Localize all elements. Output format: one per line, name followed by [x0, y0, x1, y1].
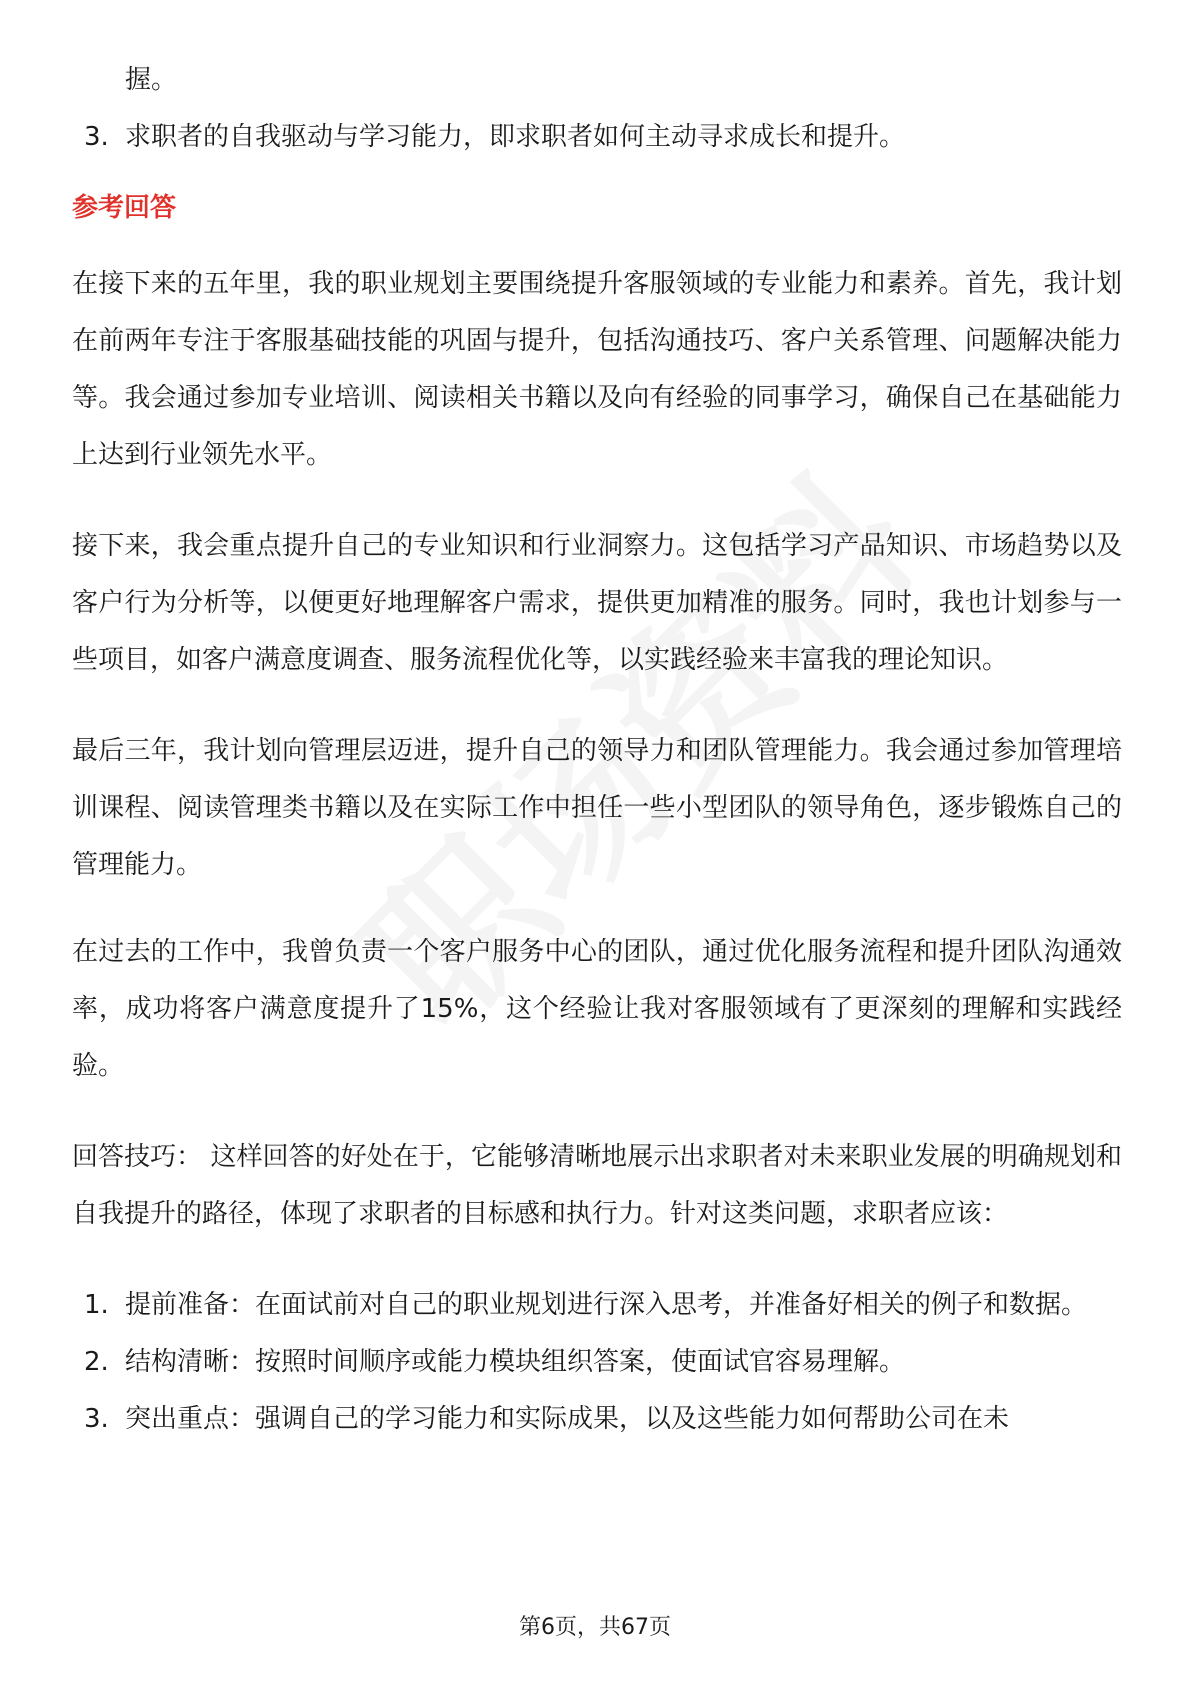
list-number: 2.	[84, 1347, 109, 1377]
list-number: 3.	[84, 122, 109, 152]
paragraph-5: 回答技巧： 这样回答的好处在于，它能够清晰地展示出求职者对未来职业发展的明确规划和自我提升的路径，体现了求职者的目标感和执行力。针对这类问题，求职者应该：	[72, 1142, 1122, 1229]
section-title: 参考回答	[72, 193, 177, 223]
list-text: 突出重点：强调自己的学习能力和实际成果，以及这些能力如何帮助公司在未	[125, 1404, 1010, 1434]
list-item	[72, 109, 1122, 166]
list-number: 3.	[84, 1404, 109, 1434]
list-number: 1.	[84, 1290, 109, 1320]
list-item	[72, 1334, 1122, 1391]
paragraph-2: 接下来，我会重点提升自己的专业知识和行业洞察力。这包括学习产品知识、市场趋势以及客户行为分析等，以便更好地理解客户需求，提供更加精准的服务。同时，我也计划参与一些项目，如客户满意度调查、服务流程优化等，以实践经验来丰富我的理论知识。	[72, 531, 1122, 675]
top-list	[72, 52, 1122, 166]
list-item	[72, 1277, 1122, 1334]
tips-list	[72, 1277, 1122, 1448]
list-text: 握。	[125, 65, 178, 95]
document-page	[72, 52, 1122, 1448]
paragraph-1: 在接下来的五年里，我的职业规划主要围绕提升客服领域的专业能力和素养。首先，我计划在前两年专注于客服基础技能的巩固与提升，包括沟通技巧、客户关系管理、问题解决能力等。我会通过参加专业培训、阅读相关书籍以及向有经验的同事学习，确保自己在基础能力上达到行业领先水平。	[72, 269, 1122, 470]
paragraph-3: 最后三年，我计划向管理层迈进，提升自己的领导力和团队管理能力。我会通过参加管理培训课程、阅读管理类书籍以及在实际工作中担任一些小型团队的领导角色，逐步锻炼自己的管理能力。	[72, 736, 1122, 880]
list-item	[72, 1391, 1122, 1448]
page-footer: 第6页，共67页	[519, 1615, 671, 1640]
paragraph-4: 在过去的工作中，我曾负责一个客户服务中心的团队，通过优化服务流程和提升团队沟通效率，成功将客户满意度提升了15%，这个经验让我对客服领域有了更深刻的理解和实践经验。	[72, 937, 1122, 1081]
list-text: 提前准备：在面试前对自己的职业规划进行深入思考，并准备好相关的例子和数据。	[125, 1290, 1088, 1320]
list-text: 结构清晰：按照时间顺序或能力模块组织答案，使面试官容易理解。	[125, 1347, 906, 1377]
list-item	[72, 52, 1122, 109]
list-text: 求职者的自我驱动与学习能力，即求职者如何主动寻求成长和提升。	[125, 122, 906, 152]
